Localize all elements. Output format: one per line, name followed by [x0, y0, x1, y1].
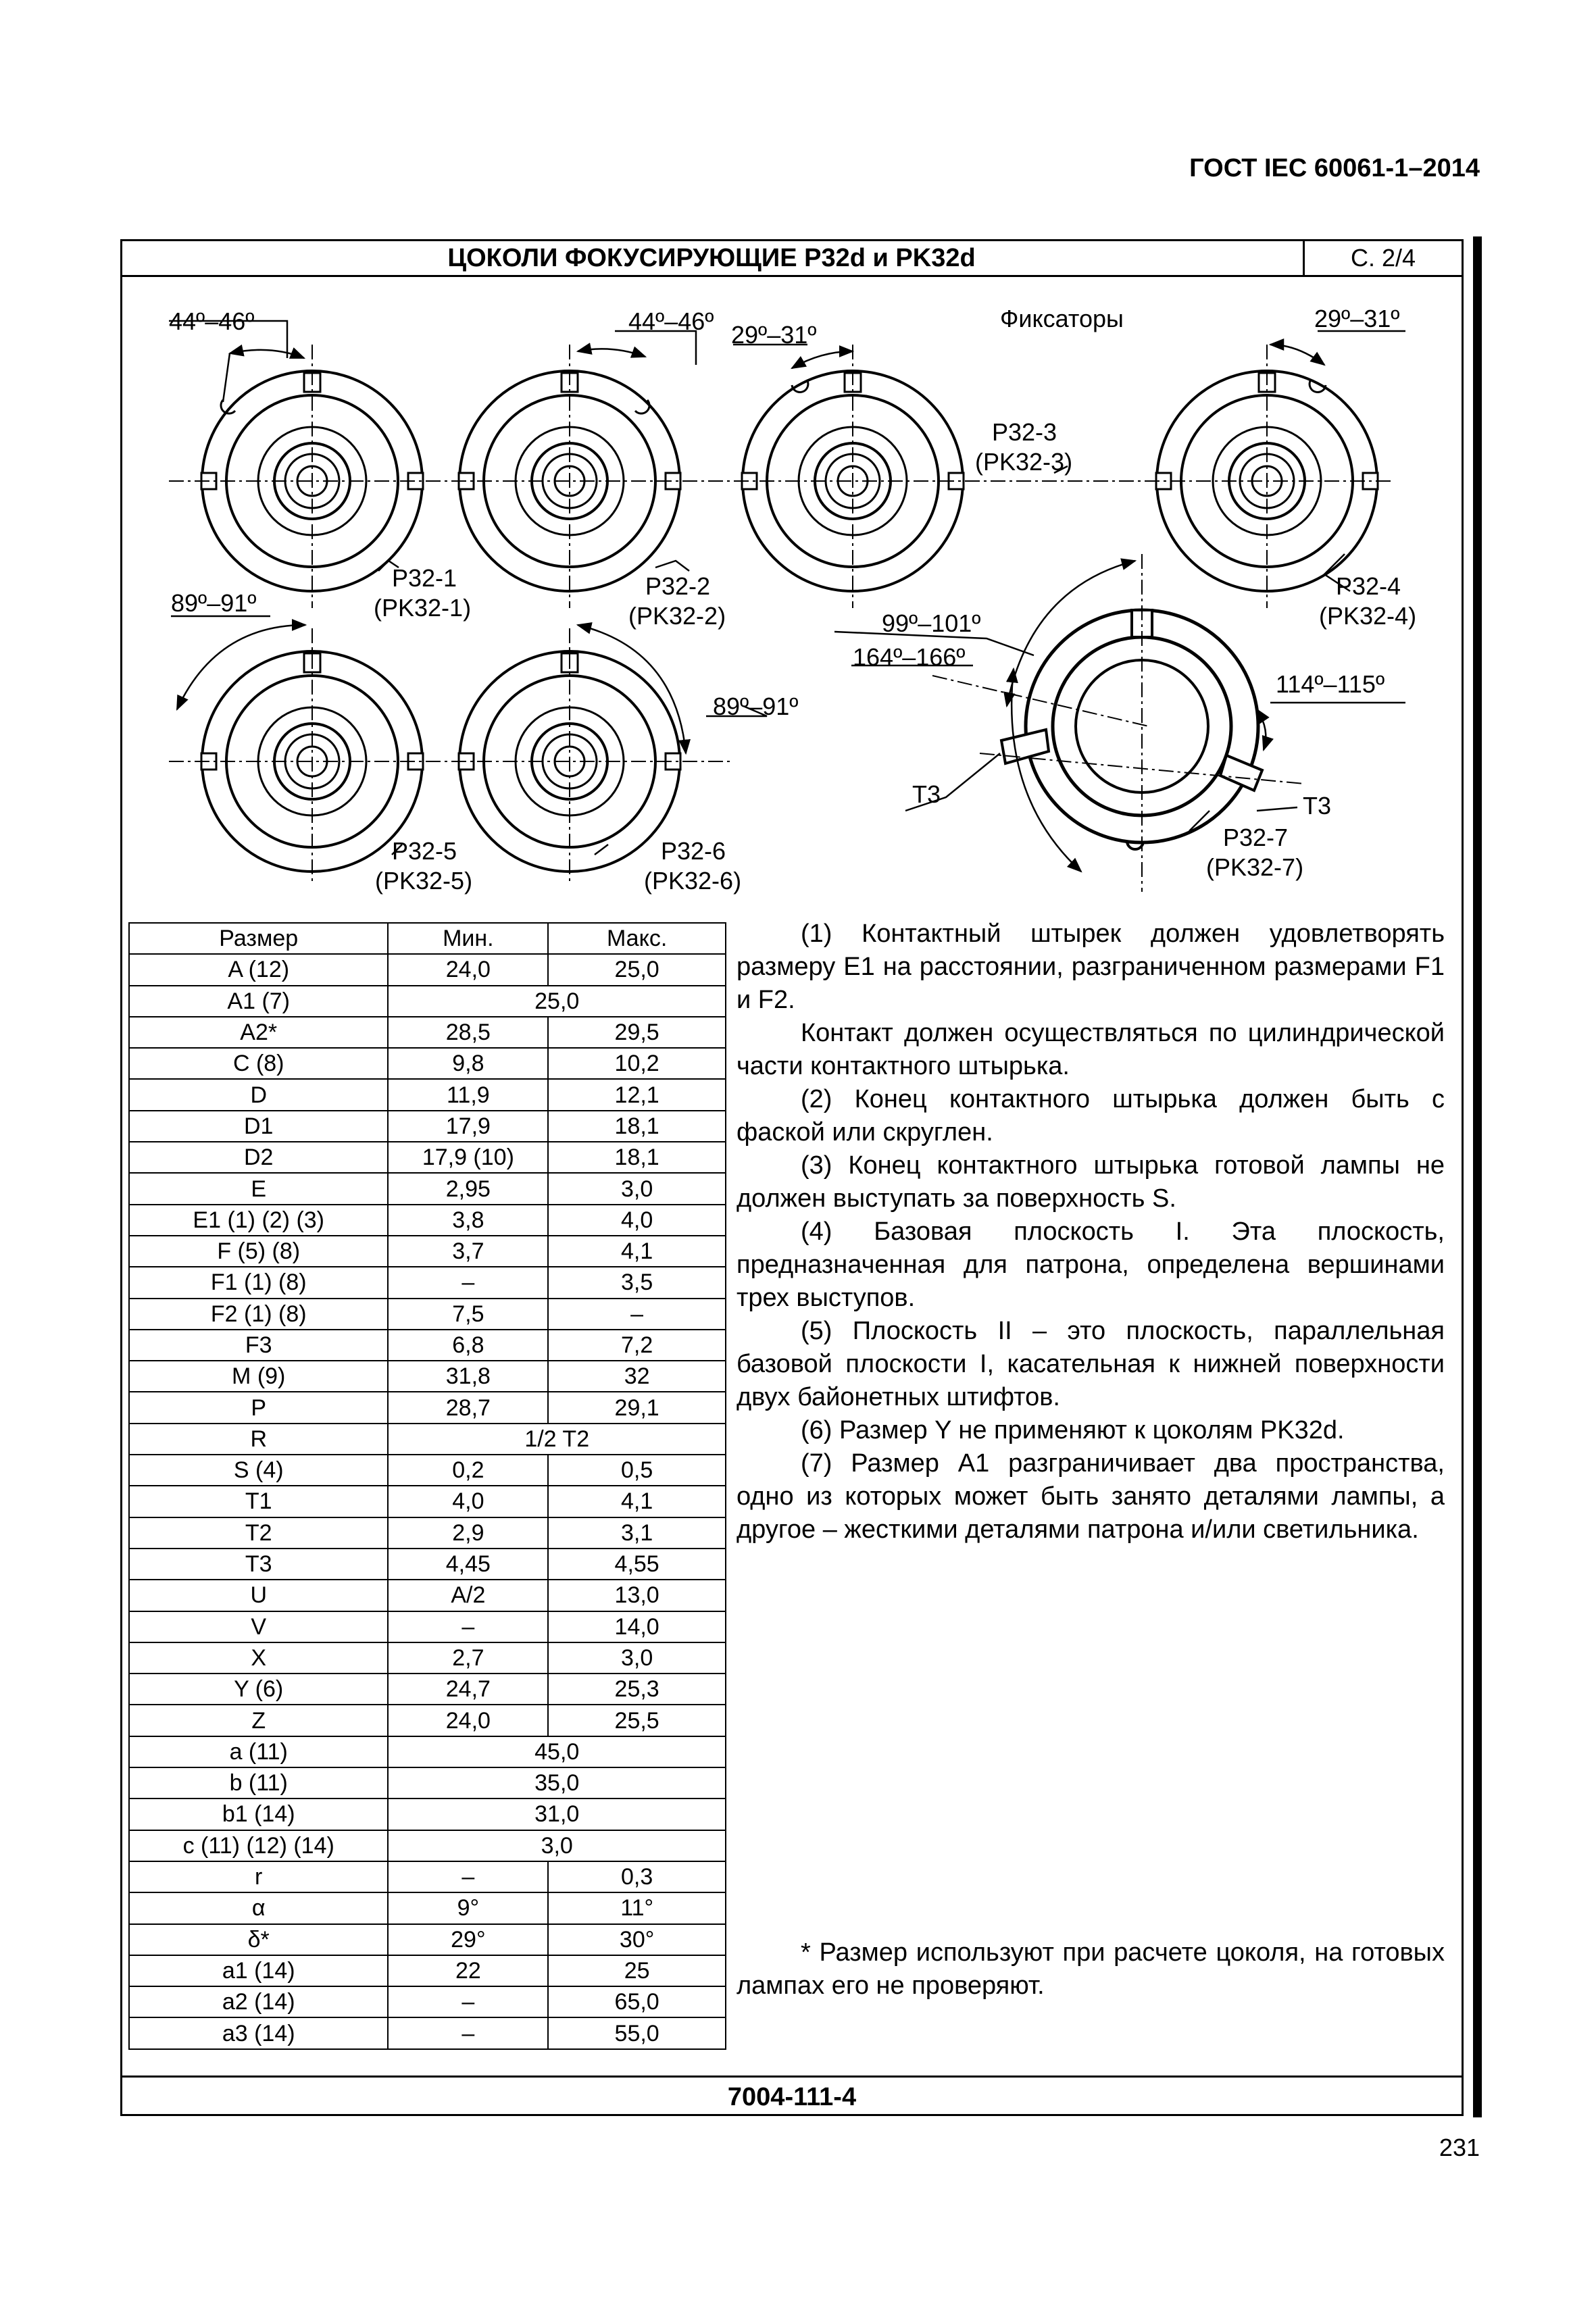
table-cell-size: X — [129, 1642, 388, 1674]
table-cell-size: T1 — [129, 1486, 388, 1517]
base-drawings — [120, 277, 1464, 899]
table-cell-max: 4,1 — [548, 1486, 726, 1517]
table-cell-size: F1 (1) (8) — [129, 1267, 388, 1298]
label-pk32-6: (PK32-6) — [644, 867, 742, 895]
fixators-label: Фиксаторы — [1000, 305, 1124, 332]
table-cell-size: U — [129, 1580, 388, 1611]
label-pk32-2: (PK32-2) — [628, 602, 726, 630]
note-6: (6) Размер Y не применяют к цоколям PK32d. — [801, 1416, 1345, 1444]
label-pk32-1: (PK32-1) — [374, 594, 472, 622]
table-row — [129, 1830, 726, 1861]
table-cell-max: 12,1 — [548, 1079, 726, 1110]
table-cell-max: 30° — [548, 1924, 726, 1955]
table-row — [129, 1861, 726, 1892]
table-cell-min: – — [388, 2017, 548, 2048]
base-p32-7 — [1001, 610, 1262, 849]
table-cell-size: a1 (14) — [129, 1955, 388, 1986]
note-5: (5) Плоскость II – это плоскость, параллельная базовой плоскости I, касательная к нижней поверхности двух байонетных штифтов. — [737, 1317, 1445, 1411]
table-row — [129, 1986, 726, 2017]
table-header-cell: Мин. — [388, 923, 548, 954]
table-cell-size: A2* — [129, 1017, 388, 1048]
table-row — [129, 1205, 726, 1236]
table-row — [129, 1267, 726, 1298]
table-cell-size: R — [129, 1424, 388, 1455]
table-cell-max: 11° — [548, 1892, 726, 1923]
footnote: * Размер используют при расчете цоколя, на готовых лампах его не проверяют. — [737, 1938, 1445, 2000]
table-cell-min: 0,2 — [388, 1455, 548, 1486]
table-row — [129, 1549, 726, 1580]
table-cell-max: 3,5 — [548, 1267, 726, 1298]
table-cell-min: 17,9 (10) — [388, 1142, 548, 1173]
label-p32-4: P32-4 — [1336, 572, 1401, 600]
table-cell-size: r — [129, 1861, 388, 1892]
table-row — [129, 1236, 726, 1267]
table-row — [129, 1642, 726, 1674]
table-cell-min: – — [388, 1611, 548, 1642]
angle-label-6: 89º–91º — [713, 693, 799, 720]
table-cell-value: 3,0 — [388, 1830, 726, 1861]
table-cell-min: 9,8 — [388, 1048, 548, 1079]
table-cell-max: 4,0 — [548, 1205, 726, 1236]
table-cell-max: 0,5 — [548, 1455, 726, 1486]
table-cell-size: C (8) — [129, 1048, 388, 1079]
table-cell-min: 4,45 — [388, 1549, 548, 1580]
table-cell-max: 13,0 — [548, 1580, 726, 1611]
table-row — [129, 1674, 726, 1705]
table-cell-size: V — [129, 1611, 388, 1642]
table-cell-size: D2 — [129, 1142, 388, 1173]
table-row — [129, 1892, 726, 1923]
table-row — [129, 1111, 726, 1142]
note-1-contact: Контакт должен осуществляться по цилиндрической части контактного штырька. — [737, 1019, 1445, 1080]
sheet-page: С. 2/4 — [1350, 244, 1416, 272]
table-cell-min: 31,8 — [388, 1361, 548, 1392]
table-cell-min: 4,0 — [388, 1486, 548, 1517]
table-cell-min: 6,8 — [388, 1330, 548, 1361]
table-cell-max: 25,0 — [548, 954, 726, 985]
table-cell-size: T2 — [129, 1517, 388, 1549]
table-row — [129, 1517, 726, 1549]
table-cell-min: 11,9 — [388, 1079, 548, 1110]
table-header-row — [129, 923, 726, 954]
table-cell-max: 18,1 — [548, 1142, 726, 1173]
table-cell-max: 14,0 — [548, 1611, 726, 1642]
table-cell-max: 4,55 — [548, 1549, 726, 1580]
table-row — [129, 1580, 726, 1611]
table-row — [129, 1017, 726, 1048]
table-cell-min: 22 — [388, 1955, 548, 1986]
table-cell-min: 17,9 — [388, 1111, 548, 1142]
table-cell-max: 18,1 — [548, 1111, 726, 1142]
table-cell-size: F3 — [129, 1330, 388, 1361]
angle-label-2: 44º–46º — [628, 307, 714, 335]
table-cell-min: 2,7 — [388, 1642, 548, 1674]
table-cell-min: – — [388, 1986, 548, 2017]
note-4: (4) Базовая плоскость I. Эта плоскость, предназначенная для патрона, определена вершинами трех выступов. — [737, 1217, 1445, 1312]
table-cell-min: 2,9 — [388, 1517, 548, 1549]
note-3: (3) Конец контактного штырька готовой лампы не должен выступать за поверхность S. — [737, 1151, 1445, 1213]
table-cell-size: D1 — [129, 1111, 388, 1142]
table-cell-size: M (9) — [129, 1361, 388, 1392]
table-row — [129, 1455, 726, 1486]
label-t3-right: T3 — [1303, 792, 1332, 820]
table-cell-min: 2,95 — [388, 1173, 548, 1204]
page-number: 231 — [1439, 2134, 1480, 2161]
table-row — [129, 1299, 726, 1330]
table-cell-size: a3 (14) — [129, 2017, 388, 2048]
table-cell-max: 3,1 — [548, 1517, 726, 1549]
label-p32-3: P32-3 — [992, 418, 1057, 446]
table-row — [129, 1142, 726, 1173]
label-t3-left: T3 — [912, 780, 941, 808]
table-cell-max: 4,1 — [548, 1236, 726, 1267]
table-cell-min: 28,5 — [388, 1017, 548, 1048]
table-cell-size: E — [129, 1173, 388, 1204]
table-cell-size: P — [129, 1392, 388, 1423]
table-row — [129, 1736, 726, 1767]
table-cell-min: 7,5 — [388, 1299, 548, 1330]
table-cell-max: 3,0 — [548, 1642, 726, 1674]
label-p32-5: P32-5 — [392, 837, 457, 865]
table-cell-size: F (5) (8) — [129, 1236, 388, 1267]
table-cell-value: 25,0 — [388, 986, 726, 1017]
table-cell-size: A (12) — [129, 954, 388, 985]
table-cell-max: 0,3 — [548, 1861, 726, 1892]
table-row — [129, 1955, 726, 1986]
table-row — [129, 1330, 726, 1361]
table-cell-min: A/2 — [388, 1580, 548, 1611]
table-row — [129, 2017, 726, 2048]
label-pk32-7: (PK32-7) — [1206, 853, 1304, 881]
table-header-cell: Макс. — [548, 923, 726, 954]
note-7: (7) Размер A1 разграничивает два пространства, одно из которых может быть занято деталями лампы, а другое – жесткими деталями патрона и/или светильника. — [737, 1449, 1445, 1544]
angle-label-5: 89º–91º — [171, 589, 257, 617]
table-cell-max: 3,0 — [548, 1173, 726, 1204]
table-row — [129, 1361, 726, 1392]
angle-label-7: 99º–101º — [882, 609, 981, 637]
table-row — [129, 1705, 726, 1736]
table-row — [129, 1924, 726, 1955]
table-cell-size: b (11) — [129, 1767, 388, 1799]
note-1: (1) Контактный штырек должен удовлетворять размеру E1 на расстоянии, разграниченном размерами F1 и F2. — [737, 920, 1445, 1014]
label-pk32-5: (PK32-5) — [375, 867, 473, 895]
table-cell-value: 35,0 — [388, 1767, 726, 1799]
angle-label-8: 164º–166º — [853, 643, 966, 671]
table-cell-size: A1 (7) — [129, 986, 388, 1017]
note-2: (2) Конец контактного штырька должен быть с фаской или скруглен. — [737, 1085, 1445, 1147]
label-pk32-4: (PK32-4) — [1319, 602, 1417, 630]
dimensions-table — [128, 922, 726, 2050]
table-row — [129, 1173, 726, 1204]
angle-label-4: 29º–31º — [1314, 305, 1400, 332]
table-cell-min: 3,8 — [388, 1205, 548, 1236]
table-row — [129, 1048, 726, 1079]
table-cell-min: 3,7 — [388, 1236, 548, 1267]
table-cell-size: a2 (14) — [129, 1986, 388, 2017]
sheet-side-bar — [1473, 236, 1482, 2117]
table-cell-size: Z — [129, 1705, 388, 1736]
label-p32-6: P32-6 — [661, 837, 726, 865]
table-cell-size: a (11) — [129, 1736, 388, 1767]
table-cell-value: 45,0 — [388, 1736, 726, 1767]
table-cell-min: – — [388, 1267, 548, 1298]
table-row — [129, 986, 726, 1017]
notes — [737, 917, 1445, 1546]
table-cell-max: 55,0 — [548, 2017, 726, 2048]
table-cell-min: 24,0 — [388, 954, 548, 985]
table-cell-max: 25 — [548, 1955, 726, 1986]
table-cell-max: 65,0 — [548, 1986, 726, 2017]
table-cell-max: 25,5 — [548, 1705, 726, 1736]
table-cell-size: T3 — [129, 1549, 388, 1580]
table-cell-min: 9° — [388, 1892, 548, 1923]
table-row — [129, 954, 726, 985]
label-p32-2: P32-2 — [645, 572, 711, 600]
standard-number: ГОСТ IEC 60061-1–2014 — [1189, 154, 1480, 182]
table-cell-max: 7,2 — [548, 1330, 726, 1361]
table-cell-max: 32 — [548, 1361, 726, 1392]
table-header-cell: Размер — [129, 923, 388, 954]
sheet-title: ЦОКОЛИ ФОКУСИРУЮЩИЕ P32d и PK32d — [120, 239, 1305, 275]
table-cell-size: δ* — [129, 1924, 388, 1955]
label-pk32-3: (PK32-3) — [975, 448, 1073, 476]
table-row — [129, 1392, 726, 1423]
table-cell-size: α — [129, 1892, 388, 1923]
table-cell-min: 28,7 — [388, 1392, 548, 1423]
table-row — [129, 1079, 726, 1110]
table-cell-min: 24,0 — [388, 1705, 548, 1736]
table-cell-max: 29,1 — [548, 1392, 726, 1423]
table-cell-value: 1/2 T2 — [388, 1424, 726, 1455]
table-row — [129, 1611, 726, 1642]
table-cell-min: – — [388, 1861, 548, 1892]
table-cell-size: b1 (14) — [129, 1799, 388, 1830]
table-cell-size: c (11) (12) (14) — [129, 1830, 388, 1861]
table-row — [129, 1424, 726, 1455]
angle-label-1: 44º–46º — [169, 307, 255, 335]
sheet-code: 7004-111-4 — [120, 2076, 1464, 2116]
label-p32-1: P32-1 — [392, 564, 457, 592]
table-cell-size: F2 (1) (8) — [129, 1299, 388, 1330]
table-cell-min: 24,7 — [388, 1674, 548, 1705]
table-cell-size: D — [129, 1079, 388, 1110]
angle-label-9: 114º–115º — [1276, 670, 1385, 698]
table-cell-max: 10,2 — [548, 1048, 726, 1079]
angle-label-3: 29º–31º — [731, 321, 817, 349]
table-cell-size: Y (6) — [129, 1674, 388, 1705]
table-row — [129, 1486, 726, 1517]
table-cell-min: 29° — [388, 1924, 548, 1955]
table-cell-value: 31,0 — [388, 1799, 726, 1830]
label-p32-7: P32-7 — [1223, 824, 1289, 851]
table-cell-max: – — [548, 1299, 726, 1330]
table-row — [129, 1767, 726, 1799]
table-cell-max: 25,3 — [548, 1674, 726, 1705]
table-cell-max: 29,5 — [548, 1017, 726, 1048]
table-cell-size: E1 (1) (2) (3) — [129, 1205, 388, 1236]
table-cell-size: S (4) — [129, 1455, 388, 1486]
table-row — [129, 1799, 726, 1830]
sheet-header — [120, 239, 1464, 277]
